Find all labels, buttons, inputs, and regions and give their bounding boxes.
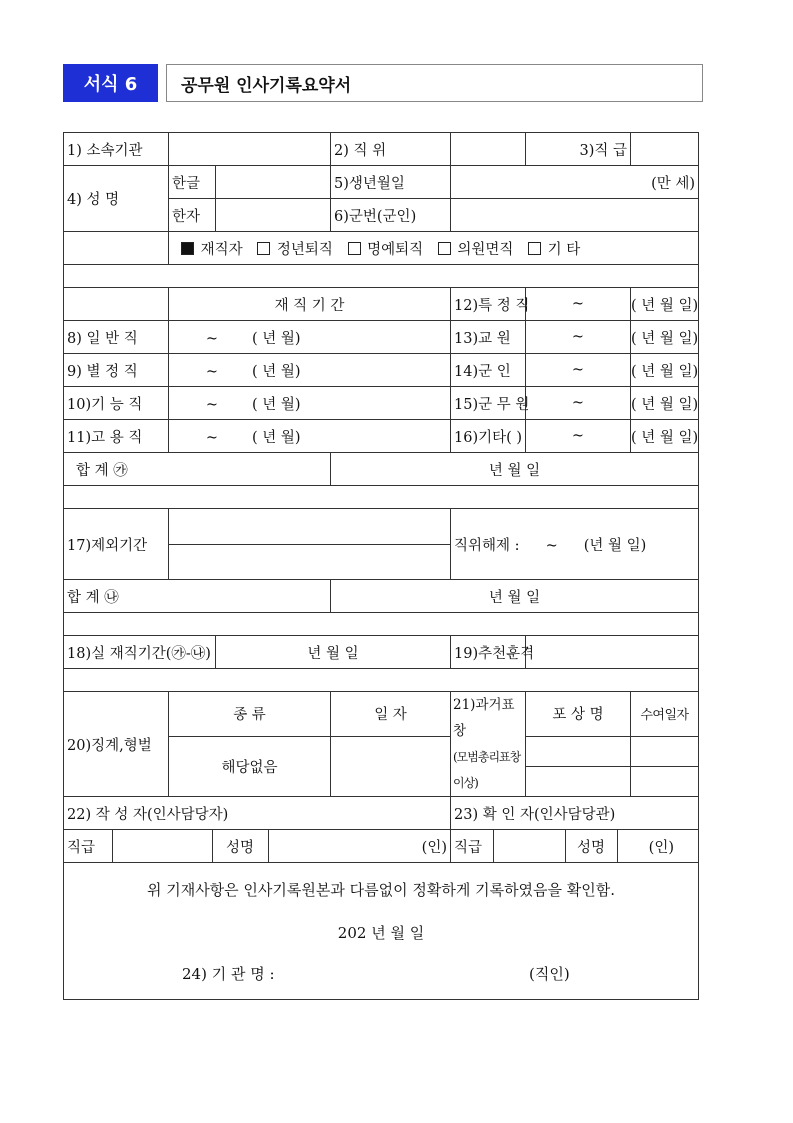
issuer-label: 24) 기 관 명 : bbox=[182, 965, 275, 983]
service-unit: ( 년 월) bbox=[252, 363, 301, 380]
excluded-field[interactable] bbox=[169, 509, 451, 580]
total-b-label: 합 계 ㉯ bbox=[64, 580, 331, 613]
discipline-type-header: 종 류 bbox=[169, 692, 331, 737]
suspension-field[interactable] bbox=[451, 509, 699, 580]
service-label: 14)군 인 bbox=[451, 354, 526, 387]
service-label: 9) 별 정 직 bbox=[64, 354, 169, 387]
hanja-name-field[interactable] bbox=[216, 199, 331, 232]
table-row bbox=[64, 692, 699, 737]
service-tilde: ~ bbox=[205, 396, 219, 413]
service-unit: ( 년 월) bbox=[252, 429, 301, 446]
age-field[interactable] bbox=[451, 166, 699, 199]
total-a-unit: 년 월 일 bbox=[488, 462, 541, 479]
employment-status bbox=[169, 232, 699, 265]
military-label: 6)군번(군인) bbox=[331, 199, 451, 232]
award-field[interactable] bbox=[526, 636, 699, 669]
verifier-label: 23) 확 인 자(인사담당관) bbox=[451, 797, 699, 830]
service-unit: ( 년 월 일) bbox=[631, 354, 699, 387]
position-label: 2) 직 위 bbox=[331, 133, 451, 166]
author-grade-label: 직급 bbox=[64, 830, 112, 862]
table-row bbox=[64, 420, 699, 453]
status-option: 재직자 bbox=[200, 241, 243, 258]
grade-field[interactable] bbox=[631, 133, 699, 166]
total-a-value[interactable] bbox=[331, 453, 699, 486]
spacer-row bbox=[64, 265, 699, 288]
checkbox-icon[interactable] bbox=[438, 242, 451, 255]
service-label: 10)기 능 직 bbox=[64, 387, 169, 420]
checkbox-checked-icon[interactable] bbox=[181, 242, 194, 255]
suspension-label: 직위해제 : bbox=[454, 537, 520, 554]
service-tilde: ~ bbox=[205, 429, 219, 446]
period-blank bbox=[64, 288, 169, 321]
checkbox-icon[interactable] bbox=[528, 242, 541, 255]
official-seal[interactable]: (직인) bbox=[529, 965, 570, 983]
checkbox-icon[interactable] bbox=[348, 242, 361, 255]
verifier-name-label: 성명 bbox=[565, 830, 617, 862]
table-row bbox=[64, 636, 699, 669]
service-label: 12)특 정 직 bbox=[451, 288, 526, 321]
service-unit: ( 년 월 일) bbox=[631, 420, 699, 453]
status-option: 기 타 bbox=[547, 241, 581, 258]
table-row bbox=[64, 166, 699, 199]
discipline-date-header: 일 자 bbox=[331, 692, 451, 737]
table-row bbox=[64, 321, 699, 354]
service-tilde: ~ bbox=[526, 354, 631, 387]
confirmation-date[interactable]: 202 년 월 일 bbox=[337, 924, 425, 942]
total-b-unit: 년 월 일 bbox=[488, 589, 541, 606]
status-blank bbox=[64, 232, 169, 265]
excluded-label: 17)제외기간 bbox=[64, 509, 169, 580]
military-field[interactable] bbox=[451, 199, 699, 232]
author-seal: (인) bbox=[421, 839, 447, 856]
service-period-field[interactable] bbox=[169, 420, 451, 453]
service-period-field[interactable] bbox=[169, 321, 451, 354]
verifier-detail bbox=[451, 830, 699, 863]
confirmation-box bbox=[64, 863, 699, 1000]
table-row bbox=[64, 453, 699, 486]
award-date-field[interactable] bbox=[631, 736, 699, 797]
table-row bbox=[64, 797, 699, 830]
author-name-label: 성명 bbox=[212, 830, 268, 862]
service-period-field[interactable] bbox=[169, 387, 451, 420]
award-date-header: 수여일자 bbox=[631, 692, 699, 737]
issuer-line bbox=[64, 963, 698, 985]
past-award-label bbox=[451, 692, 526, 797]
service-period-field[interactable] bbox=[169, 354, 451, 387]
status-option: 명예퇴직 bbox=[367, 241, 424, 258]
verifier-name-field[interactable] bbox=[617, 830, 698, 862]
form-number-badge: 서식 6 bbox=[63, 64, 158, 102]
checkbox-icon[interactable] bbox=[257, 242, 270, 255]
service-unit: ( 년 월 일) bbox=[631, 321, 699, 354]
past-award-subtitle: (모범총리표창이상) bbox=[453, 750, 521, 790]
spacer-row bbox=[64, 669, 699, 692]
excluded-unit: (년 월 일) bbox=[583, 537, 647, 554]
status-option: 의원면직 bbox=[457, 241, 514, 258]
actual-unit: 년 월 일 bbox=[307, 645, 359, 662]
author-label: 22) 작 성 자(인사담당자) bbox=[64, 797, 451, 830]
name-label: 4) 성 명 bbox=[64, 166, 169, 232]
table-row bbox=[64, 133, 699, 166]
table-row bbox=[64, 580, 699, 613]
personnel-summary-table bbox=[63, 132, 699, 1000]
service-tilde: ~ bbox=[526, 321, 631, 354]
table-row bbox=[64, 509, 699, 580]
total-b-value[interactable] bbox=[331, 580, 699, 613]
hanja-label: 한자 bbox=[169, 199, 216, 232]
author-table bbox=[64, 830, 450, 862]
discipline-none: 해당없음 bbox=[169, 736, 331, 797]
service-tilde: ~ bbox=[205, 363, 219, 380]
excluded-tilde: ~ bbox=[545, 537, 558, 554]
spacer-row bbox=[64, 486, 699, 509]
discipline-label: 20)징계,형벌 bbox=[64, 692, 169, 797]
confirmation-statement: 위 기재사항은 인사기록원본과 다름없이 정확하게 기록하였음을 확인함. bbox=[146, 881, 616, 899]
service-tilde: ~ bbox=[526, 420, 631, 453]
actual-label: 18)실 재직기간(㉮-㉯) bbox=[64, 636, 216, 669]
table-row bbox=[64, 830, 699, 863]
service-label: 13)교 원 bbox=[451, 321, 526, 354]
service-label: 11)고 용 직 bbox=[64, 420, 169, 453]
form-title: 공무원 인사기록요약서 bbox=[166, 64, 703, 102]
verifier-table bbox=[451, 830, 698, 862]
age-unit: (만 세) bbox=[651, 175, 695, 192]
table-row bbox=[64, 354, 699, 387]
dept-label: 1) 소속기관 bbox=[64, 133, 169, 166]
service-label: 15)군 무 원 bbox=[451, 387, 526, 420]
actual-value[interactable] bbox=[216, 636, 451, 669]
service-label: 16)기타( ) bbox=[451, 420, 526, 453]
service-unit: ( 년 월 일) bbox=[631, 288, 699, 321]
birth-label: 5)생년월일 bbox=[331, 166, 451, 199]
award-label: 19)추천훈격 bbox=[451, 636, 526, 669]
service-unit: ( 년 월) bbox=[252, 396, 301, 413]
author-name-field[interactable] bbox=[268, 830, 450, 862]
period-header: 재 직 기 간 bbox=[169, 288, 451, 321]
verifier-seal: (인) bbox=[648, 839, 674, 856]
service-unit: ( 년 월) bbox=[252, 330, 301, 347]
position-field[interactable] bbox=[451, 133, 526, 166]
hangul-label: 한글 bbox=[169, 166, 216, 199]
author-grade-field[interactable] bbox=[112, 830, 212, 862]
table-row bbox=[64, 288, 699, 321]
service-tilde: ~ bbox=[205, 330, 219, 347]
hangul-name-field[interactable] bbox=[216, 166, 331, 199]
table-row bbox=[64, 863, 699, 1000]
service-tilde: ~ bbox=[526, 288, 631, 321]
award-name-header: 포 상 명 bbox=[526, 692, 631, 737]
service-tilde: ~ bbox=[526, 387, 631, 420]
award-name-field[interactable] bbox=[526, 736, 631, 797]
service-label: 8) 일 반 직 bbox=[64, 321, 169, 354]
service-unit: ( 년 월 일) bbox=[631, 387, 699, 420]
table-row bbox=[64, 387, 699, 420]
discipline-date-field[interactable] bbox=[331, 736, 451, 797]
status-option: 정년퇴직 bbox=[276, 241, 333, 258]
spacer-row bbox=[64, 613, 699, 636]
dept-field[interactable] bbox=[169, 133, 331, 166]
total-a-label: 합 계 ㉮ bbox=[64, 453, 331, 486]
past-award-title: 21)과거표창 bbox=[453, 697, 515, 739]
verifier-grade-label: 직급 bbox=[451, 830, 493, 862]
grade-label: 3)직 급 bbox=[526, 133, 631, 166]
author-detail bbox=[64, 830, 451, 863]
table-row bbox=[64, 232, 699, 265]
verifier-grade-field[interactable] bbox=[493, 830, 565, 862]
